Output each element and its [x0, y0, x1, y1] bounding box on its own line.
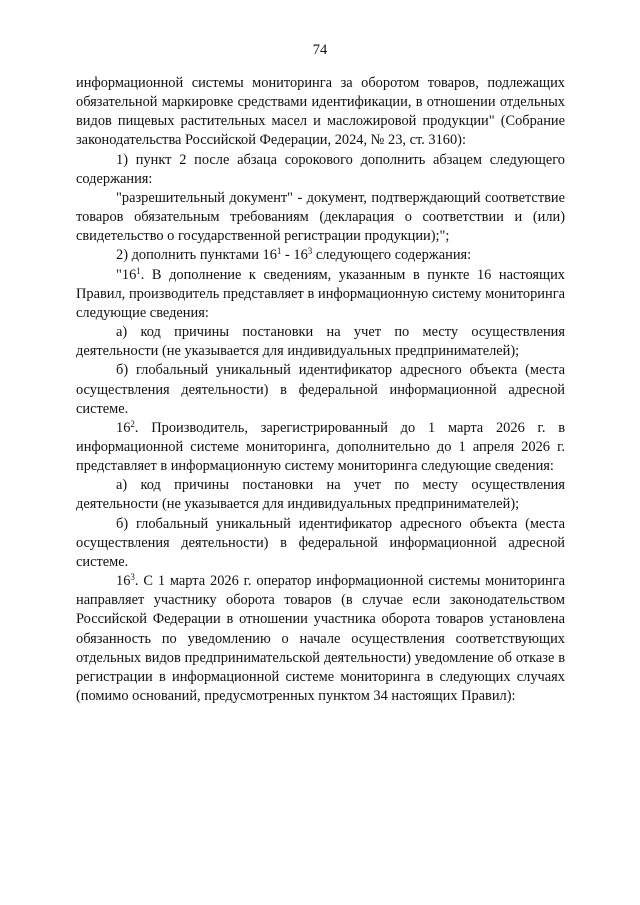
paragraph-clause-16-2	[76, 419, 565, 476]
superscript: 3	[307, 246, 313, 257]
text-run: следующего содержания:	[312, 247, 472, 264]
paragraph-clause-16-3	[76, 572, 565, 706]
text-run: . С 1 марта 2026 г. оператор информационной системы мониторинга направляет участнику оборота товаров (в случае если законодательством Российской Федерации в отношении участника оборота товаров установлена обязанность по уведомлению о начале осуществления соответствующих отдельных видов предпринимательской деятельности) уведомление об отказе в регистрации в информационной системе мониторинга в следующих случаях (помимо оснований, предусмотренных пунктом 34 настоящих Правил):	[76, 573, 565, 704]
paragraph-continuation: информационной системы мониторинга за оборотом товаров, подлежащих обязательной маркировке средствами идентификации, в отношении отдельных видов пищевых растительных масел и масложировой продукции" (Собрание законодательства Российской Федерации, 2024, № 23, ст. 3160):	[76, 75, 565, 149]
text-run: . В дополнение к сведениям, указанным в пункте 16 настоящих Правил, производитель представляет в информационную систему мониторинга следующие сведения:	[76, 266, 565, 321]
page-number: 74	[312, 42, 328, 58]
paragraph-subitem-a: а) код причины постановки на учет по месту осуществления деятельности (не указывается для индивидуальных предпринимателей);	[76, 477, 565, 513]
paragraph-definition: "разрешительный документ" - документ, подтверждающий соответствие товаров обязательным требованиям (декларация о соответствии и (или) свидетельство о государственной регистрации продукции);";	[76, 189, 565, 245]
text-run: . Производитель, зарегистрированный до 1 марта 2026 г. в информационной системе мониторинга, дополнительно до 1 апреля 2026 г. представляет в информационную систему мониторинга следующие сведения:	[76, 419, 565, 475]
paragraph-item-2	[76, 246, 565, 265]
paragraph-clause-16-1	[76, 266, 565, 323]
text-run: - 16	[281, 247, 308, 264]
text-run: 2) дополнить пунктами 16	[116, 247, 277, 264]
superscript: 1	[276, 246, 282, 257]
paragraph-item-1: 1) пункт 2 после абзаца сорокового дополнить абзацем следующего содержания:	[76, 151, 565, 187]
document-body	[76, 74, 565, 706]
superscript: 2	[130, 418, 135, 429]
text-run: 16	[116, 573, 131, 590]
paragraph-subitem-a: а) код причины постановки на учет по месту осуществления деятельности (не указывается для индивидуальных предпринимателей);	[76, 324, 565, 360]
text-run: 16	[116, 419, 131, 436]
text-run: "16	[116, 266, 137, 283]
superscript: 1	[136, 265, 141, 276]
paragraph-subitem-b: б) глобальный уникальный идентификатор адресного объекта (места осуществления деятельности) в федеральной информационной адресной системе.	[76, 362, 565, 417]
paragraph-subitem-b: б) глобальный уникальный идентификатор адресного объекта (места осуществления деятельности) в федеральной информационной адресной системе.	[76, 515, 565, 570]
superscript: 3	[130, 572, 135, 583]
